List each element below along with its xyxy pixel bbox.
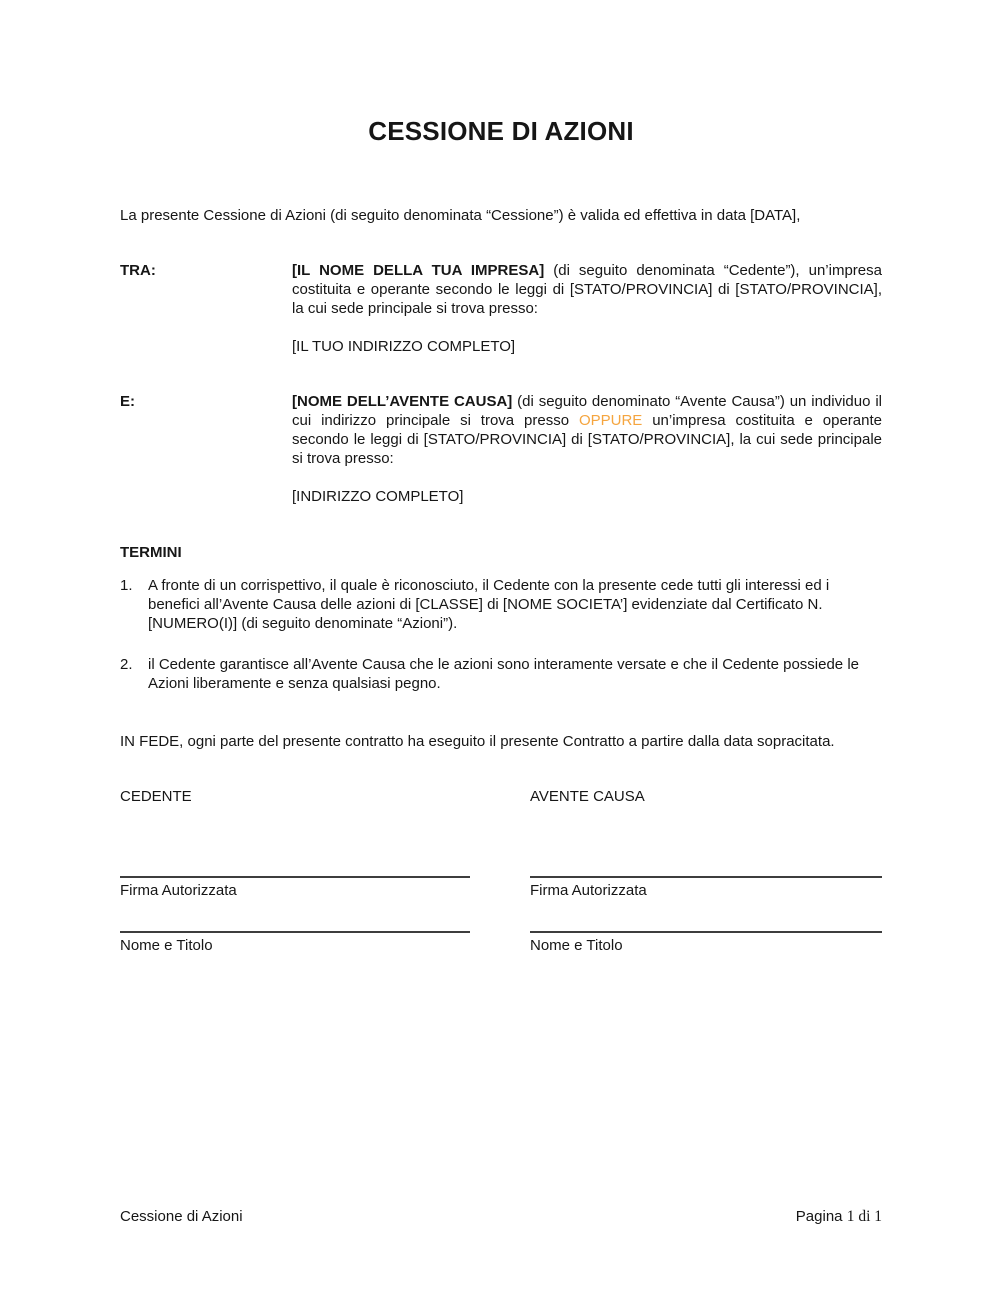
signature-line-label: Nome e Titolo [120, 937, 213, 954]
term-number: 1. [120, 577, 133, 594]
party-description [292, 392, 882, 468]
document-content [120, 0, 882, 955]
term-text: il Cedente garantisce all’Avente Causa che le azioni sono interamente versate e che il Cedente possiede le Azioni liberamente e senza qualsiasi pegno. [148, 656, 859, 692]
terms-heading: TERMINI [120, 544, 182, 561]
party-description [292, 261, 882, 318]
party-body [292, 261, 882, 356]
signature-section [120, 787, 882, 955]
party-block-avente-causa [120, 392, 882, 506]
party-label: E: [120, 393, 135, 410]
signature-column-cedente [120, 787, 470, 955]
party-body [292, 392, 882, 506]
signature-line-label: Firma Autorizzata [120, 882, 237, 899]
signature-column-avente-causa [530, 787, 882, 955]
party-description-text: (di seguito denominato “Avente Causa”) un individuo il cui indirizzo principale si trova presso [292, 393, 882, 429]
term-number: 2. [120, 656, 133, 673]
signature-line [120, 876, 470, 878]
party-name-placeholder: [IL NOME DELLA TUA IMPRESA] [292, 262, 545, 279]
term-item-1 [120, 576, 882, 633]
footer-page-number: 1 di 1 [846, 1208, 882, 1225]
footer-page-indicator [796, 1207, 882, 1226]
signature-line-label: Nome e Titolo [530, 937, 623, 954]
signature-line [530, 876, 882, 878]
footer-document-name: Cessione di Azioni [120, 1208, 243, 1225]
party-address-placeholder: [INDIRIZZO COMPLETO] [292, 488, 464, 505]
or-keyword: OPPURE [578, 412, 643, 429]
footer-page-label: Pagina [795, 1208, 843, 1225]
party-description-text: (di seguito denominata “Cedente”), un’impresa costituita e operante secondo le leggi di [STATO/PROVINCIA] di [STATO/PROVINCIA], la cui sede principale si trova presso: [292, 262, 882, 317]
signature-line [530, 931, 882, 933]
party-description-text-2: un’impresa costituita e operante secondo le leggi di [STATO/PROVINCIA] di [STATO/PROVINCIA], la cui sede principale si trova presso: [292, 412, 882, 467]
party-label: TRA: [120, 262, 156, 279]
party-address-placeholder: [IL TUO INDIRIZZO COMPLETO] [292, 338, 516, 355]
witness-paragraph: IN FEDE, ogni parte del presente contratto ha eseguito il presente Contratto a partire dalla data sopracitata. [120, 733, 835, 750]
term-item-2 [120, 655, 882, 693]
signature-line-label: Firma Autorizzata [530, 882, 647, 899]
signature-party-name: CEDENTE [120, 788, 192, 805]
document-title: CESSIONE DI AZIONI [368, 116, 634, 146]
party-block-cedente [120, 261, 882, 356]
signature-line [120, 931, 470, 933]
page-footer [120, 1207, 882, 1226]
signature-party-name: AVENTE CAUSA [530, 788, 645, 805]
intro-paragraph: La presente Cessione di Azioni (di seguito denominata “Cessione”) è valida ed effettiva in data [DATA], [120, 207, 801, 224]
party-name-placeholder: [NOME DELL’AVENTE CAUSA] [292, 393, 513, 410]
term-text: A fronte di un corrispettivo, il quale è riconosciuto, il Cedente con la presente cede tutti gli interessi ed i benefici all’Avente Causa delle azioni di [CLASSE] di [NOME SOCIETA’] evidenziate dal Certificato N. [NUMERO(I)] (di seguito denominate “Azioni”). [148, 577, 830, 632]
